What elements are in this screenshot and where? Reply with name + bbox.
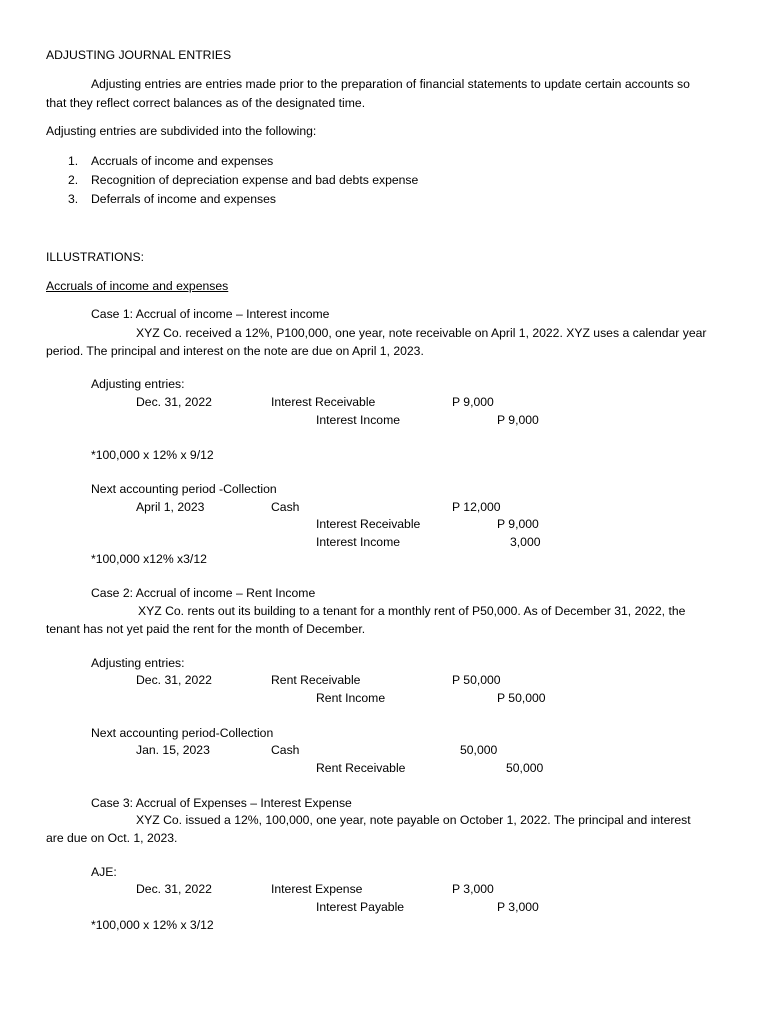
case2-desc-line-2: tenant has not yet paid the rent for the month of December. [46,622,366,636]
case2-aje-credit-account: Rent Income [316,691,386,705]
case1-aje-debit-amount: P 9,000 [452,395,494,409]
case1-next-debit-account: Cash [271,500,300,514]
document-title: ADJUSTING JOURNAL ENTRIES [46,48,232,62]
case2-next-label: Next accounting period-Collection [91,726,274,740]
case2-aje-debit-amount: P 50,000 [452,673,501,687]
case1-aje-debit-account: Interest Receivable [271,395,376,409]
case1-next-date: April 1, 2023 [136,500,205,514]
case2-aje-date: Dec. 31, 2022 [136,673,212,687]
case2-aje-credit-amount: P 50,000 [497,691,546,705]
list-number: 2. [68,173,79,187]
case1-desc-line-1: XYZ Co. received a 12%, P100,000, one year, note receivable on April 1, 2022. XYZ uses a calendar year [136,326,707,340]
illustrations-heading: ILLUSTRATIONS: [46,250,144,264]
case1-aje-credit-amount: P 9,000 [497,413,539,427]
case2-next-credit-amount: 50,000 [506,761,544,775]
case1-next-credit1-amount: P 9,000 [497,517,539,531]
case2-next-debit-amount: 50,000 [460,743,498,757]
case1-next-credit2-amount: 3,000 [510,535,541,549]
case2-aje-label: Adjusting entries: [91,656,185,670]
case1-aje-credit-account: Interest Income [316,413,400,427]
intro-line-2: that they reflect correct balances as of the designated time. [46,96,366,110]
case3-aje-date: Dec. 31, 2022 [136,882,212,896]
case2-next-credit-account: Rent Receivable [316,761,406,775]
section-title: Accruals of income and expenses [46,279,229,293]
list-item: Recognition of depreciation expense and bad debts expense [91,173,419,187]
case3-desc-line-1: XYZ Co. issued a 12%, 100,000, one year, note payable on October 1, 2022. The principal and interest [136,813,691,827]
case2-next-date: Jan. 15, 2023 [136,743,210,757]
case1-next-debit-amount: P 12,000 [452,500,501,514]
case1-computation-1: *100,000 x 12% x 9/12 [91,448,214,462]
intro-line-1: Adjusting entries are entries made prior to the preparation of financial statements to update certain accounts so [91,77,690,91]
case2-next-debit-account: Cash [271,743,300,757]
case3-desc-line-2: are due on Oct. 1, 2023. [46,831,178,845]
case3-aje-credit-account: Interest Payable [316,900,405,914]
list-number: 3. [68,192,79,206]
case2-title: Case 2: Accrual of income – Rent Income [91,586,316,600]
list-item: Accruals of income and expenses [91,154,274,168]
case2-desc-line-1: XYZ Co. rents out its building to a tenant for a monthly rent of P50,000. As of December 31, 2022, the [138,604,686,618]
case3-aje-debit-account: Interest Expense [271,882,363,896]
case3-aje-debit-amount: P 3,000 [452,882,494,896]
case1-title: Case 1: Accrual of income – Interest income [91,307,330,321]
case3-aje-label: AJE: [91,865,117,879]
case3-computation: *100,000 x 12% x 3/12 [91,918,214,932]
case1-next-credit1-account: Interest Receivable [316,517,421,531]
list-number: 1. [68,154,79,168]
case3-aje-credit-amount: P 3,000 [497,900,539,914]
subdivided-text: Adjusting entries are subdivided into the following: [46,124,317,138]
case1-computation-2: *100,000 x12% x3/12 [91,552,207,566]
list-item: Deferrals of income and expenses [91,192,276,206]
case1-desc-line-2: period. The principal and interest on the note are due on April 1, 2023. [46,344,424,358]
case1-next-label: Next accounting period -Collection [91,482,277,496]
case3-title: Case 3: Accrual of Expenses – Interest Expense [91,796,352,810]
case1-aje-date: Dec. 31, 2022 [136,395,212,409]
case2-aje-debit-account: Rent Receivable [271,673,361,687]
case1-next-credit2-account: Interest Income [316,535,400,549]
case1-aje-label: Adjusting entries: [91,377,185,391]
